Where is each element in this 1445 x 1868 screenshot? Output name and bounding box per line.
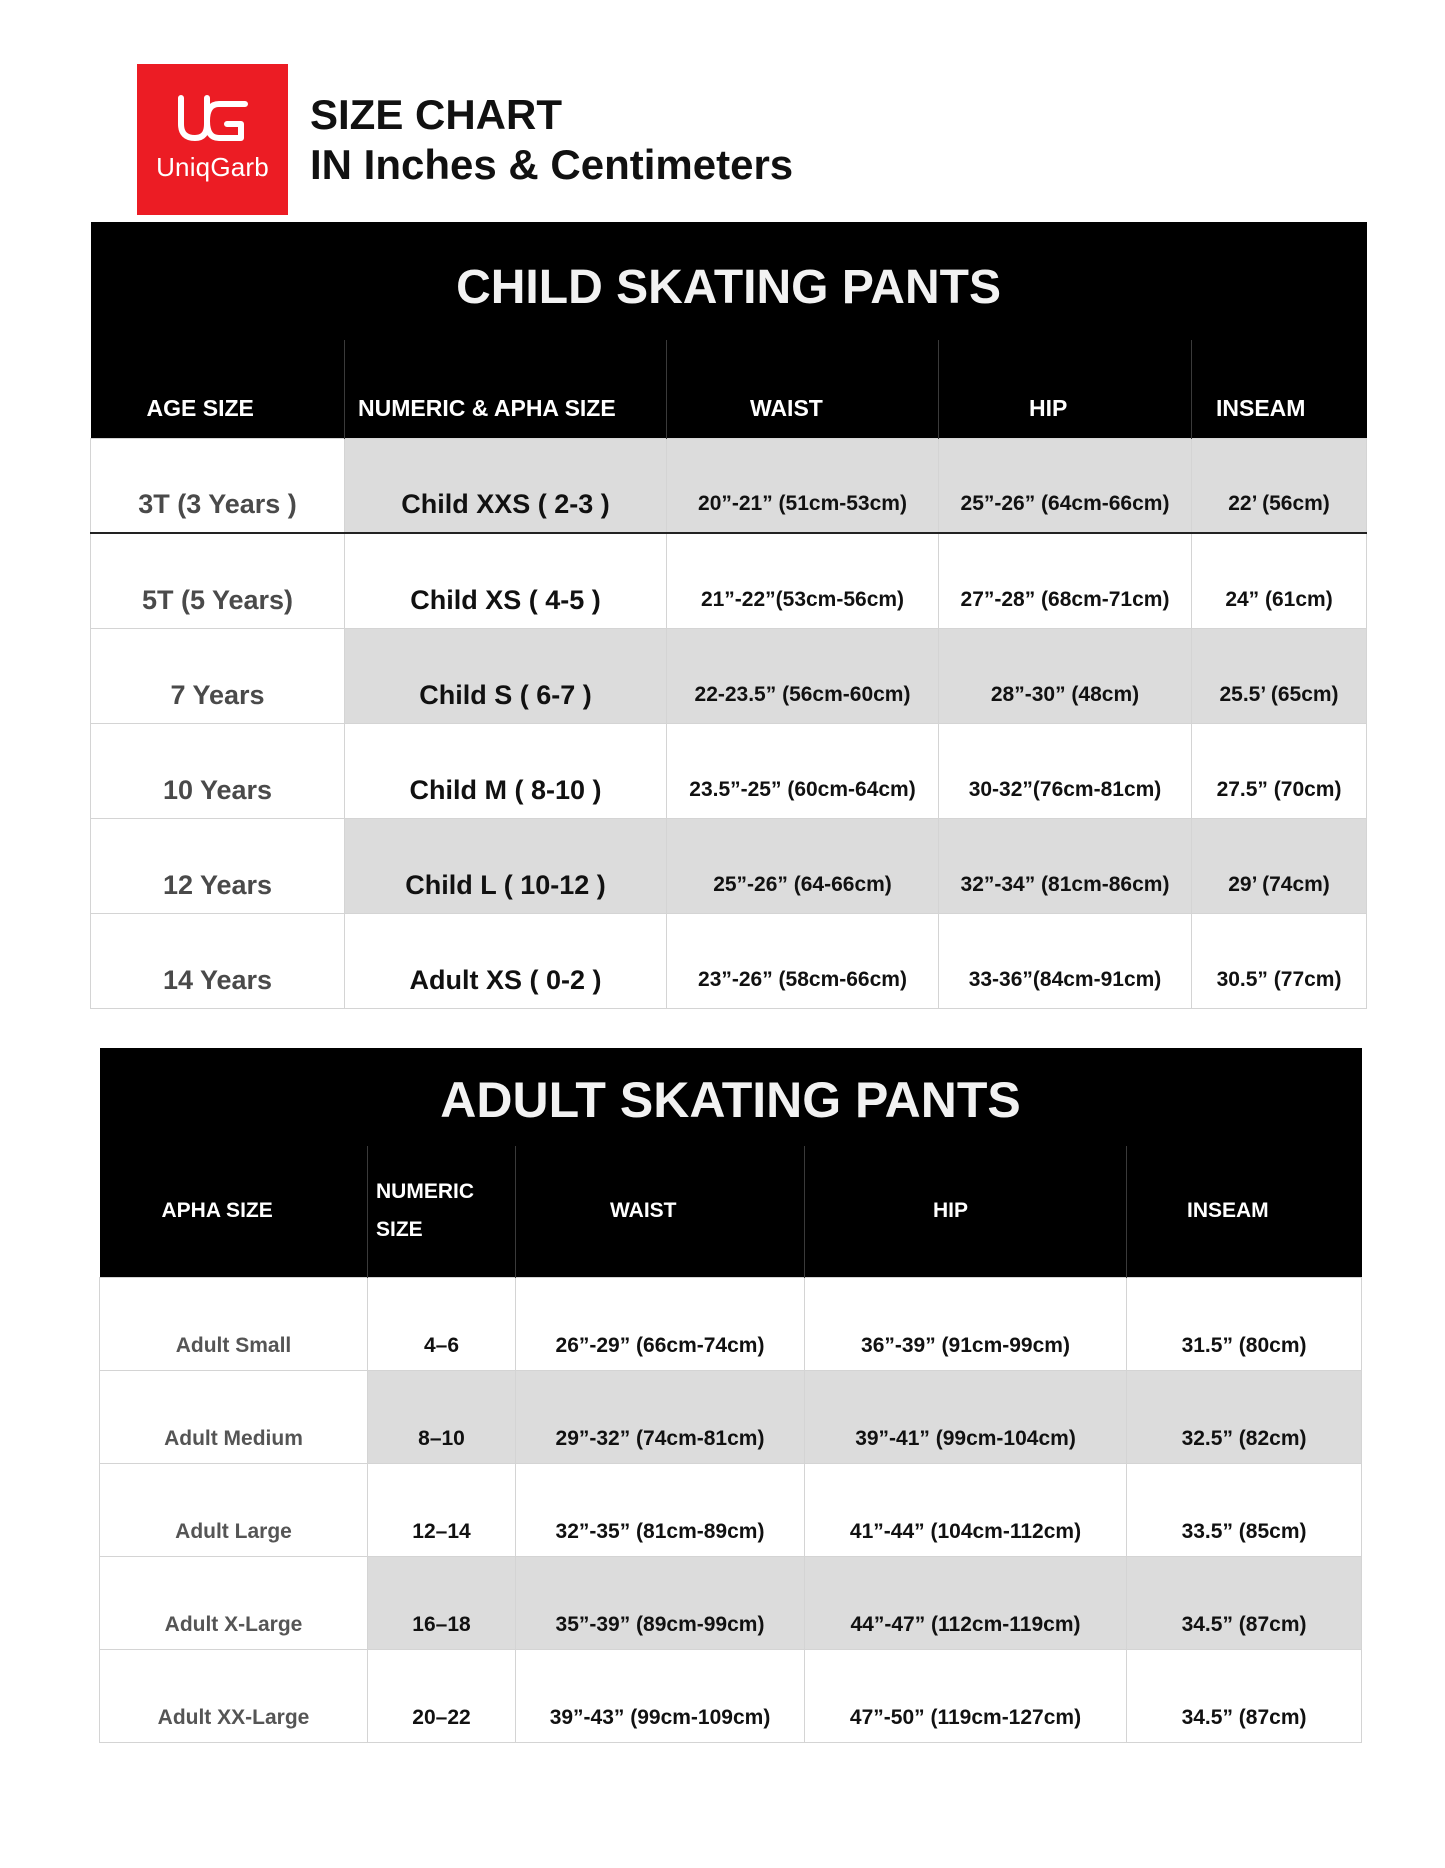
page-heading xyxy=(310,90,793,190)
inseam-cell: 24” (61cm) xyxy=(1192,533,1367,628)
table-row xyxy=(91,628,1367,723)
alpha-size-cell: Adult XX-Large xyxy=(100,1649,368,1742)
waist-cell: 21”-22”(53cm-56cm) xyxy=(667,533,939,628)
inseam-cell: 33.5” (85cm) xyxy=(1127,1463,1362,1556)
adult-header-hip: HIP xyxy=(805,1146,1127,1277)
numeric-size-cell: Child XS ( 4-5 ) xyxy=(345,533,667,628)
hip-cell: 32”-34” (81cm-86cm) xyxy=(939,818,1192,913)
waist-cell: 20”-21” (51cm-53cm) xyxy=(667,438,939,533)
uniqgarb-logo-icon xyxy=(175,94,250,146)
brand-logo xyxy=(137,64,288,215)
waist-cell: 39”-43” (99cm-109cm) xyxy=(516,1649,805,1742)
hip-cell: 30-32”(76cm-81cm) xyxy=(939,723,1192,818)
inseam-cell: 34.5” (87cm) xyxy=(1127,1556,1362,1649)
hip-cell: 44”-47” (112cm-119cm) xyxy=(805,1556,1127,1649)
age-size-cell: 14 Years xyxy=(91,913,345,1008)
numeric-size-cell: 20–22 xyxy=(368,1649,516,1742)
table-row xyxy=(100,1556,1362,1649)
table-row xyxy=(91,913,1367,1008)
adult-header-inseam: INSEAM xyxy=(1127,1146,1362,1277)
adult-size-table xyxy=(99,1048,1362,1743)
age-size-cell: 12 Years xyxy=(91,818,345,913)
age-size-cell: 10 Years xyxy=(91,723,345,818)
adult-header-alpha: APHA SIZE xyxy=(100,1146,368,1277)
numeric-size-cell: 12–14 xyxy=(368,1463,516,1556)
hip-cell: 28”-30” (48cm) xyxy=(939,628,1192,723)
inseam-cell: 29’ (74cm) xyxy=(1192,818,1367,913)
numeric-size-cell: Child M ( 8-10 ) xyxy=(345,723,667,818)
alpha-size-cell: Adult Large xyxy=(100,1463,368,1556)
age-size-cell: 5T (5 Years) xyxy=(91,533,345,628)
table-row xyxy=(100,1649,1362,1742)
numeric-size-cell: Adult XS ( 0-2 ) xyxy=(345,913,667,1008)
waist-cell: 26”-29” (66cm-74cm) xyxy=(516,1277,805,1370)
adult-header-waist: WAIST xyxy=(516,1146,805,1277)
numeric-size-cell: Child L ( 10-12 ) xyxy=(345,818,667,913)
adult-table-title: ADULT SKATING PANTS xyxy=(100,1048,1362,1146)
child-header-hip: HIP xyxy=(939,340,1192,438)
waist-cell: 23”-26” (58cm-66cm) xyxy=(667,913,939,1008)
child-size-table xyxy=(90,222,1367,1009)
table-row xyxy=(91,438,1367,533)
child-header-age: AGE SIZE xyxy=(91,340,345,438)
alpha-size-cell: Adult Medium xyxy=(100,1370,368,1463)
inseam-cell: 27.5” (70cm) xyxy=(1192,723,1367,818)
waist-cell: 35”-39” (89cm-99cm) xyxy=(516,1556,805,1649)
hip-cell: 33-36”(84cm-91cm) xyxy=(939,913,1192,1008)
adult-header-numeric: NUMERIC SIZE xyxy=(368,1146,516,1277)
table-row xyxy=(91,723,1367,818)
waist-cell: 32”-35” (81cm-89cm) xyxy=(516,1463,805,1556)
table-row xyxy=(91,818,1367,913)
table-row xyxy=(91,533,1367,628)
numeric-size-cell: Child XXS ( 2-3 ) xyxy=(345,438,667,533)
inseam-cell: 31.5” (80cm) xyxy=(1127,1277,1362,1370)
hip-cell: 27”-28” (68cm-71cm) xyxy=(939,533,1192,628)
numeric-size-cell: 16–18 xyxy=(368,1556,516,1649)
inseam-cell: 34.5” (87cm) xyxy=(1127,1649,1362,1742)
numeric-size-cell: 8–10 xyxy=(368,1370,516,1463)
waist-cell: 22-23.5” (56cm-60cm) xyxy=(667,628,939,723)
heading-line-1: SIZE CHART xyxy=(310,91,562,138)
age-size-cell: 3T (3 Years ) xyxy=(91,438,345,533)
table-row xyxy=(100,1463,1362,1556)
child-header-inseam: INSEAM xyxy=(1192,340,1367,438)
inseam-cell: 22’ (56cm) xyxy=(1192,438,1367,533)
alpha-size-cell: Adult X-Large xyxy=(100,1556,368,1649)
hip-cell: 25”-26” (64cm-66cm) xyxy=(939,438,1192,533)
age-size-cell: 7 Years xyxy=(91,628,345,723)
table-row xyxy=(100,1277,1362,1370)
inseam-cell: 25.5’ (65cm) xyxy=(1192,628,1367,723)
heading-line-2: IN Inches & Centimeters xyxy=(310,141,794,188)
hip-cell: 39”-41” (99cm-104cm) xyxy=(805,1370,1127,1463)
table-row xyxy=(100,1370,1362,1463)
alpha-size-cell: Adult Small xyxy=(100,1277,368,1370)
hip-cell: 41”-44” (104cm-112cm) xyxy=(805,1463,1127,1556)
inseam-cell: 30.5” (77cm) xyxy=(1192,913,1367,1008)
child-header-size: NUMERIC & APHA SIZE xyxy=(345,340,667,438)
waist-cell: 25”-26” (64-66cm) xyxy=(667,818,939,913)
hip-cell: 36”-39” (91cm-99cm) xyxy=(805,1277,1127,1370)
brand-name: UniqGarb xyxy=(156,152,269,182)
child-header-waist: WAIST xyxy=(667,340,939,438)
waist-cell: 23.5”-25” (60cm-64cm) xyxy=(667,723,939,818)
child-table-title: CHILD SKATING PANTS xyxy=(91,222,1367,340)
hip-cell: 47”-50” (119cm-127cm) xyxy=(805,1649,1127,1742)
numeric-size-cell: Child S ( 6-7 ) xyxy=(345,628,667,723)
numeric-size-cell: 4–6 xyxy=(368,1277,516,1370)
inseam-cell: 32.5” (82cm) xyxy=(1127,1370,1362,1463)
waist-cell: 29”-32” (74cm-81cm) xyxy=(516,1370,805,1463)
